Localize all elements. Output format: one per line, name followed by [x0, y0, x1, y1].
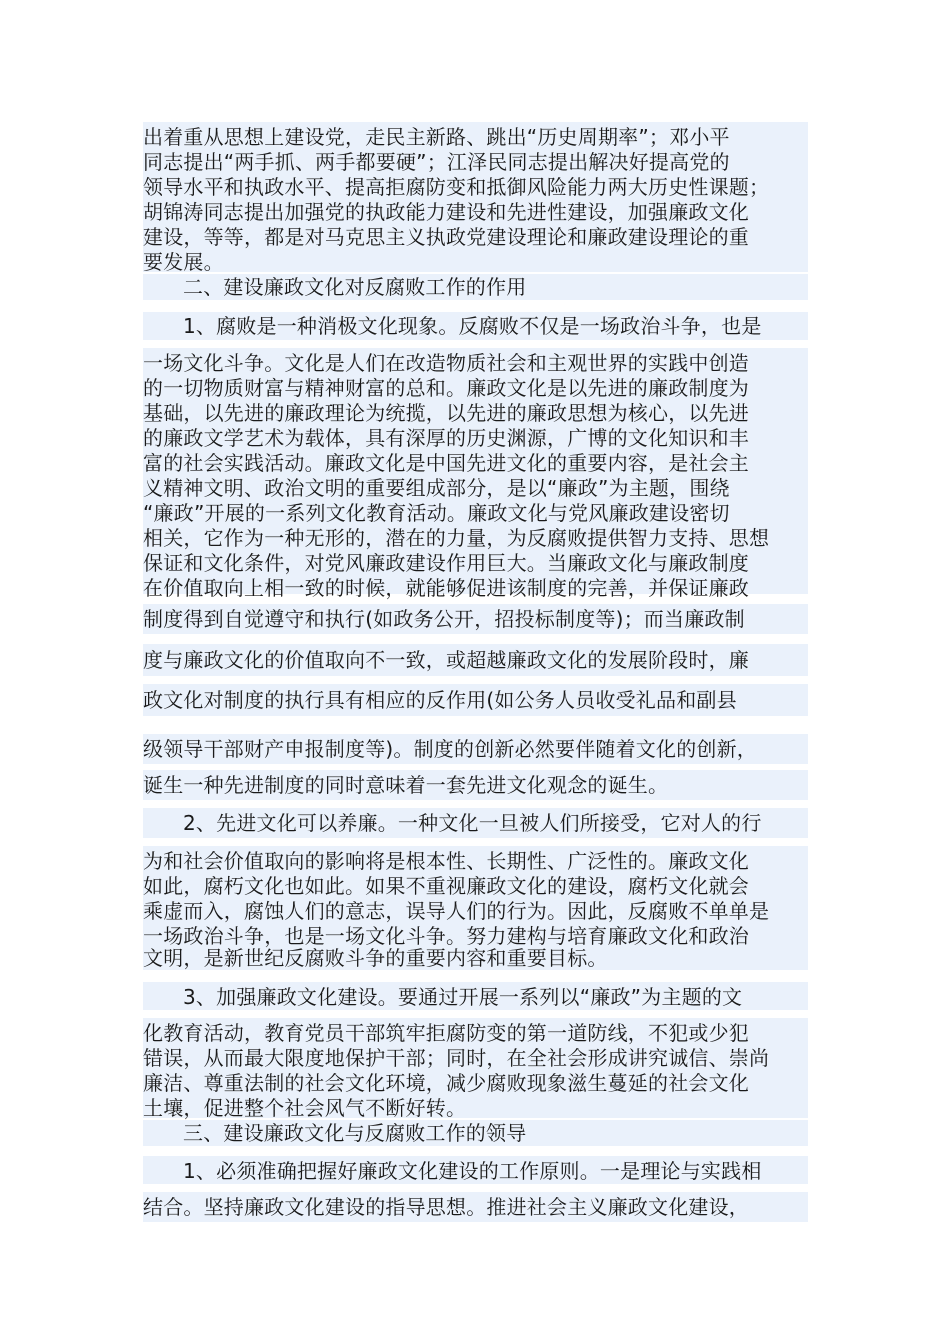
- text-line: 相关，它作为一种无形的，潜在的力量，为反腐败提供智力支持、思想: [143, 526, 770, 550]
- text-line: 同志提出“两手抓、两手都要硬”；江泽民同志提出解决好提高党的: [143, 150, 730, 174]
- text-line: 如此，腐朽文化也如此。如果不重视廉政文化的建设，腐朽文化就会: [143, 874, 749, 898]
- text-line: 级领导干部财产申报制度等)。制度的创新必然要伴随着文化的创新，: [143, 737, 758, 761]
- text-line: 的廉政文学艺术为载体，具有深厚的历史渊源，广博的文化知识和丰: [143, 426, 749, 450]
- text-line: 要发展。: [143, 250, 224, 274]
- text-line: 乘虚而入，腐蚀人们的意志，误导人们的行为。因此，反腐败不单单是: [143, 899, 770, 923]
- text-line: 制度得到自觉遵守和执行(如政务公开，招投标制度等)；而当廉政制: [143, 607, 745, 631]
- text-line: 一场文化斗争。文化是人们在改造物质社会和主观世界的实践中创造: [143, 351, 749, 375]
- text-line: 土壤，促进整个社会风气不断好转。: [143, 1096, 467, 1120]
- text-line: 义精神文明、政治文明的重要组成部分，是以“廉政”为主题，围绕: [143, 476, 730, 500]
- text-line: 在价值取向上相一致的时候，就能够促进该制度的完善，并保证廉政: [143, 576, 749, 600]
- text-line: 建设，等等，都是对马克思主义执政党建设理论和廉政建设理论的重: [143, 225, 749, 249]
- text-line: 为和社会价值取向的影响将是根本性、长期性、广泛性的。廉政文化: [143, 849, 749, 873]
- text-line: 一场政治斗争，也是一场文化斗争。努力建构与培育廉政文化和政治: [143, 924, 749, 948]
- text-line: 出着重从思想上建设党，走民主新路、跳出“历史周期率”；邓小平: [143, 125, 730, 149]
- text-line: 保证和文化条件，对党风廉政建设作用巨大。当廉政文化与廉政制度: [143, 551, 749, 575]
- text-line: 2、先进文化可以养廉。一种文化一旦被人们所接受，它对人的行: [183, 811, 762, 835]
- text-line: 政文化对制度的执行具有相应的反作用(如公务人员收受礼品和副县: [143, 688, 737, 712]
- text-line: “廉政”开展的一系列文化教育活动。廉政文化与党风廉政建设密切: [143, 501, 730, 525]
- text-line: 富的社会实践活动。廉政文化是中国先进文化的重要内容，是社会主: [143, 451, 749, 475]
- text-line: 文明，是新世纪反腐败斗争的重要内容和重要目标。: [143, 946, 608, 970]
- text-line: 结合。坚持廉政文化建设的指导思想。推进社会主义廉政文化建设，: [143, 1195, 749, 1219]
- text-line: 胡锦涛同志提出加强党的执政能力建设和先进性建设，加强廉政文化: [143, 200, 749, 224]
- text-line: 错误，从而最大限度地保护干部；同时，在全社会形成讲究诚信、崇尚: [143, 1046, 770, 1070]
- text-line: 领导水平和执政水平、提高拒腐防变和抵御风险能力两大历史性课题；: [143, 175, 770, 199]
- text-line: 1、必须准确把握好廉政文化建设的工作原则。一是理论与实践相: [183, 1159, 762, 1183]
- text-line: 化教育活动，教育党员干部筑牢拒腐防变的第一道防线，不犯或少犯: [143, 1021, 749, 1045]
- section-heading: 二、建设廉政文化对反腐败工作的作用: [183, 275, 527, 299]
- section-heading: 三、建设廉政文化与反腐败工作的领导: [183, 1121, 527, 1145]
- text-line: 1、腐败是一种消极文化现象。反腐败不仅是一场政治斗争，也是: [183, 314, 762, 338]
- text-line: 廉洁、尊重法制的社会文化环境，减少腐败现象滋生蔓延的社会文化: [143, 1071, 749, 1095]
- text-line: 度与廉政文化的价值取向不一致，或超越廉政文化的发展阶段时，廉: [143, 648, 749, 672]
- text-line: 基础，以先进的廉政理论为统揽，以先进的廉政思想为核心，以先进: [143, 401, 749, 425]
- text-line: 的一切物质财富与精神财富的总和。廉政文化是以先进的廉政制度为: [143, 376, 749, 400]
- text-line: 诞生一种先进制度的同时意味着一套先进文化观念的诞生。: [143, 773, 669, 797]
- text-line: 3、加强廉政文化建设。要通过开展一系列以“廉政”为主题的文: [183, 985, 743, 1009]
